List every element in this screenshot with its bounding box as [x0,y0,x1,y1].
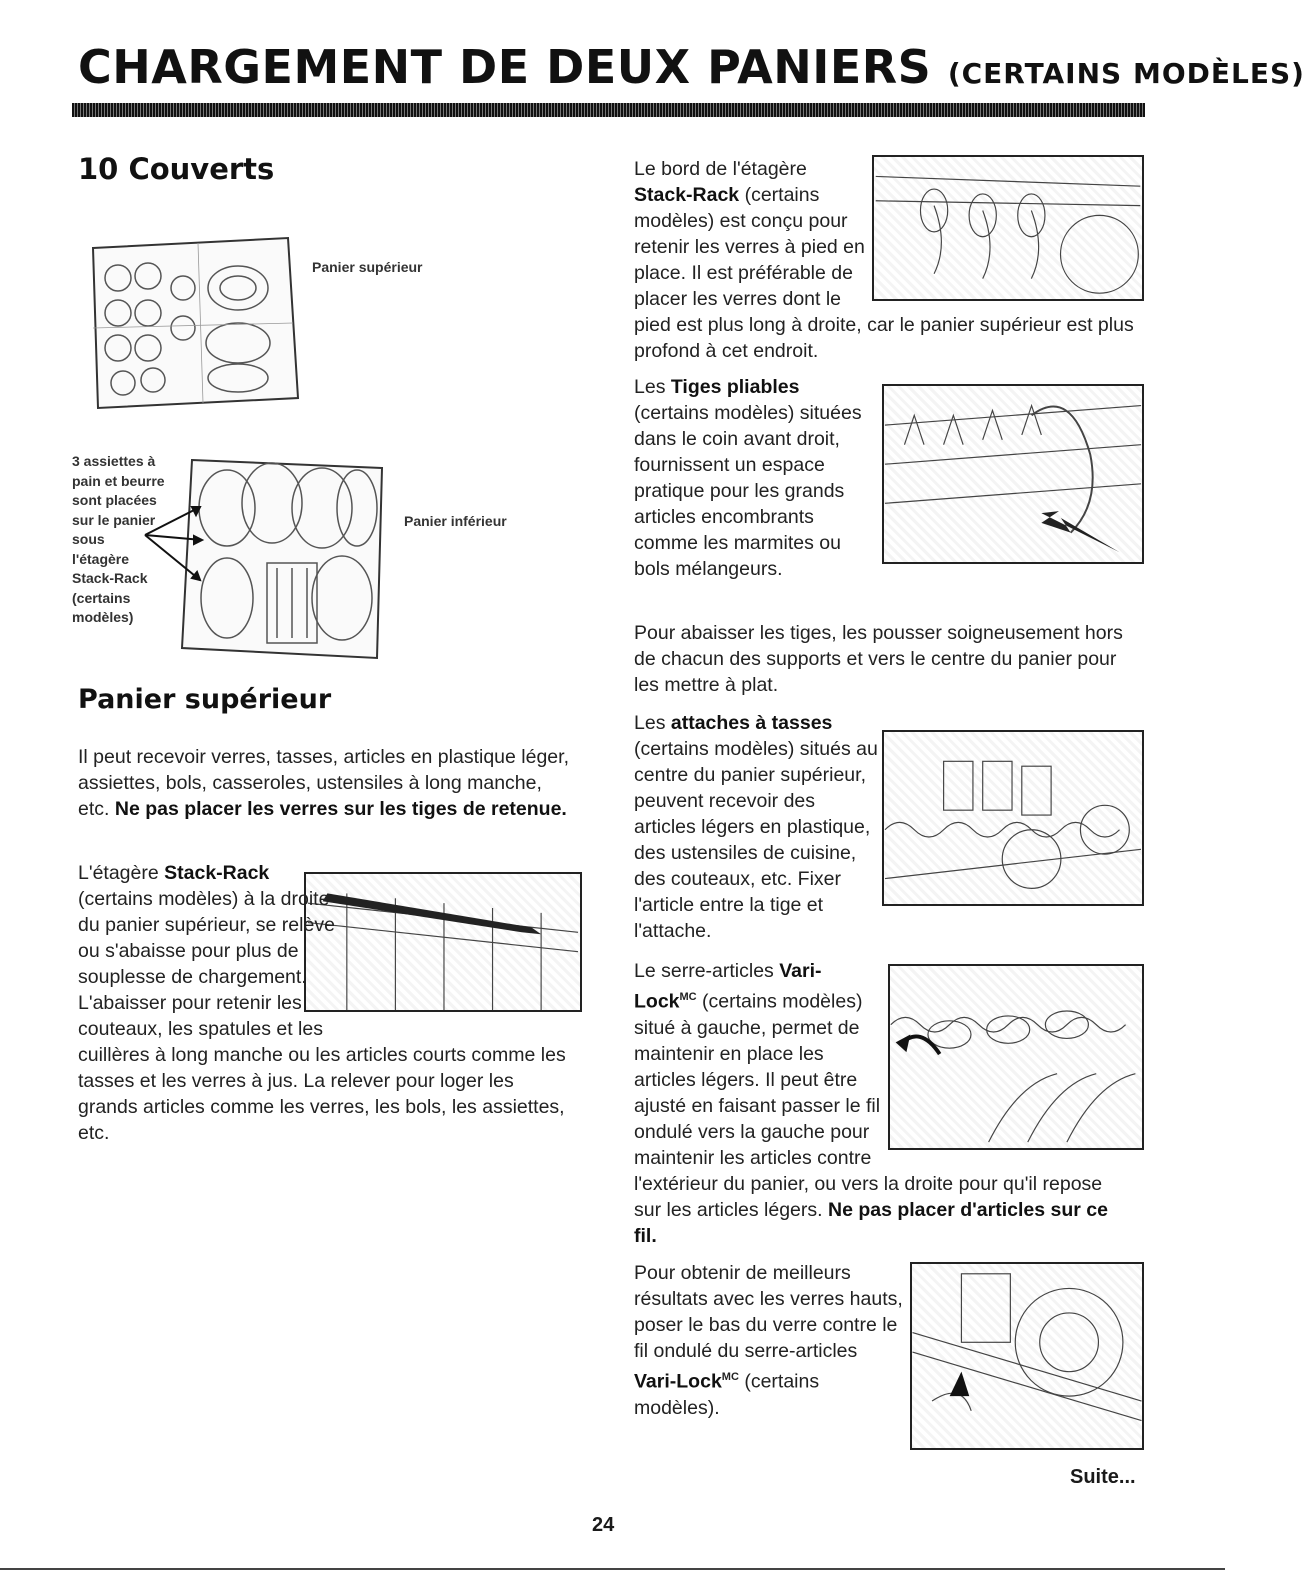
stack-bold: Stack-Rack [164,862,270,884]
varilock-pre: Le serre-articles [634,960,780,982]
float-spacer [882,710,1146,904]
intro-text: Il peut recevoir verres, tasses, articles en plastique léger, assiettes, bols, casseroles, ustensiles à long manche, etc. [78,746,569,820]
stack-rack-edge-text [634,156,1146,364]
float-spacer [342,860,578,1024]
page-title [78,40,1305,94]
title-sub: (CERTAINS MODÈLES) [947,57,1305,90]
verres-text: Pour obtenir de meilleurs résultats avec les verres hauts, poser le bas du verre contre le fil ondulé du serre-articles [634,1262,903,1362]
callout-line: 3 assiettes à [72,453,156,469]
stack-pre: L'étagère [78,862,165,884]
attaches-bold: attaches à tasses [670,712,833,734]
title-main: CHARGEMENT DE DEUX PANIERS [78,40,932,94]
stack-rack-text [78,860,578,1146]
float-spacer [866,156,1146,308]
upper-rack-label: Panier supérieur [312,259,423,275]
vari-lock-text [634,958,1134,1249]
continued-label: Suite... [1070,1466,1136,1488]
lower-rack-label: Panier inférieur [404,513,507,529]
callout-line: Stack-Rack [72,570,148,586]
upper-rack-drawing [88,228,300,412]
edge-bold: Stack-Rack [634,184,740,206]
upper-rack-intro [78,744,578,822]
callout-line: modèles) [72,609,134,625]
callout-line: pain et beurre [72,472,165,489]
couverts-heading: 10 Couverts [78,152,275,186]
tall-glasses-text [634,1260,904,1421]
bottom-rule [0,1568,1225,1570]
stack-text: (certains modèles) à la droite du panier supérieur, se relève ou s'abaisse pour plus de souplesse de chargement. L'abaisser pour retenir les couteaux, les spatules et les cuillères à long manche ou les articles courts comme les tasses et les verres à jus. La relever pour loger les grands articles comme les verres, les bols, les assiettes, etc. [78,888,566,1144]
attaches-pre: Les [634,712,671,734]
tiges-bold: Tiges pliables [670,376,800,398]
varilock-text: (certains modèles) situé à gauche, permet de maintenir en place les articles légers. Il peut être ajusté en faisant passer le fil ondulé vers la gauche pour maintenir les articles contre l'extérieur du panier, ou vers la droite pour qu'il repose sur les articles légers. [634,990,1103,1221]
edge-pre: Le bord de l'étagère [634,158,807,180]
folding-tines-text [634,374,1146,582]
callout-line: l'étagère [72,550,130,567]
upper-rack-illustration [88,228,300,412]
attaches-text: (certains modèles) situés au centre du panier supérieur, peuvent recevoir des articles légers en plastique, des ustensiles de cuisine, des couteaux, etc. Fixer l'article entre la tige et l'attache. [634,738,878,942]
verres-bold: Vari-Lock [634,1370,722,1393]
callout-line: sous [72,531,105,547]
callout-line: (certains [72,589,131,606]
float-spacer [874,374,1146,564]
varilock-sup: MC [679,991,697,1003]
folding-tines-instructions: Pour abaisser les tiges, les pousser soigneusement hors de chacun des supports et vers le centre du panier pour les mettre à plat. [634,622,1123,696]
tiges-pre: Les [634,376,671,398]
tiges-text: (certains modèles) situées dans le coin avant droit, fournissent un espace pratique pour les grands articles encombrants comme les marmites ou bols mélangeurs. [634,402,862,580]
page-number: 24 [592,1514,615,1536]
callout-line: sur le panier [72,511,156,528]
varilock-bold: Vari-Lock [634,960,822,1013]
verres-end: (certains modèles). [634,1370,820,1419]
verres-sup: MC [721,1371,739,1383]
edge-text: (certains modèles) est conçu pour retenir les verres à pied en place. Il est préférable de placer les verres dont le pied est plus long à droite, car le panier supérieur est plus profond à cet endroit. [634,184,1134,362]
callout-arrows [140,495,210,595]
tall-glasses-drawing [912,1264,1142,1448]
intro-warning: Ne pas placer les verres sur les tiges de retenue. [114,798,567,820]
callout-line: sont placées [72,492,157,508]
varilock-warning: Ne pas placer d'articles sur ce fil. [634,1198,1108,1247]
float-spacer [882,958,1134,1156]
title-rule [72,103,1145,117]
cup-clips-text [634,710,1146,944]
upper-rack-heading: Panier supérieur [78,684,332,715]
tall-glasses-illustration [910,1262,1144,1450]
